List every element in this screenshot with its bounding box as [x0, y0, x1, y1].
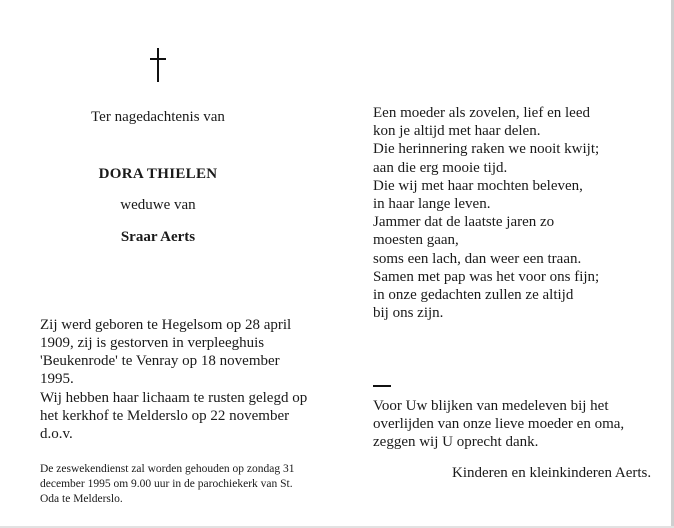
relation-label: weduwe van	[120, 197, 196, 213]
mass-announcement: De zeswekendienst zal worden gehouden op zondag 31 december 1995 om 9.00 uur in de parochiekerk van St. Oda te Melderslo.	[40, 463, 295, 505]
poem-line: moesten gaan,	[373, 232, 459, 249]
poem-line: Jammer dat de laatste jaren zo	[373, 214, 555, 231]
poem-line: Die herinnering raken we nooit kwijt;	[373, 141, 600, 158]
separator-dash	[373, 385, 391, 387]
family-signature: Kinderen en kleinkinderen Aerts.	[452, 465, 652, 481]
poem-line: soms een lach, dan weer een traan.	[373, 250, 582, 267]
birth-death-paragraph: Zij werd geboren te Hegelsom op 28 april 1909, zij is gestorven in verpleeghuis 'Beukenrode' te Venray op 18 november 1995.	[40, 317, 292, 387]
deceased-name: DORA THIELEN	[98, 166, 218, 182]
poem-line: aan die erg mooie tijd.	[373, 159, 508, 176]
husband-name: Sraar Aerts	[120, 229, 196, 245]
poem-line: Een moeder als zovelen, lief en leed	[373, 105, 590, 121]
poem-line: Die wij met haar mochten beleven,	[373, 177, 583, 194]
memorial-intro: Ter nagedachtenis van	[91, 109, 225, 125]
poem-line: in onze gedachten zullen ze altijd	[373, 286, 574, 303]
cross-icon	[146, 48, 170, 82]
burial-paragraph: Wij hebben haar lichaam te rusten gelegd op het kerkhof te Melderslo op 22 november d.o.v.	[40, 390, 308, 442]
thanks-paragraph: Voor Uw blijken van medeleven bij het overlijden van onze lieve moeder en oma, zeggen wij U oprecht dank.	[373, 398, 625, 450]
poem-line: Samen met pap was het voor ons fijn;	[373, 268, 600, 285]
poem	[373, 104, 633, 322]
poem-line: in haar lange leven.	[373, 195, 491, 212]
poem-line: bij ons zijn.	[373, 305, 444, 322]
poem-line: kon je altijd met haar delen.	[373, 123, 541, 140]
